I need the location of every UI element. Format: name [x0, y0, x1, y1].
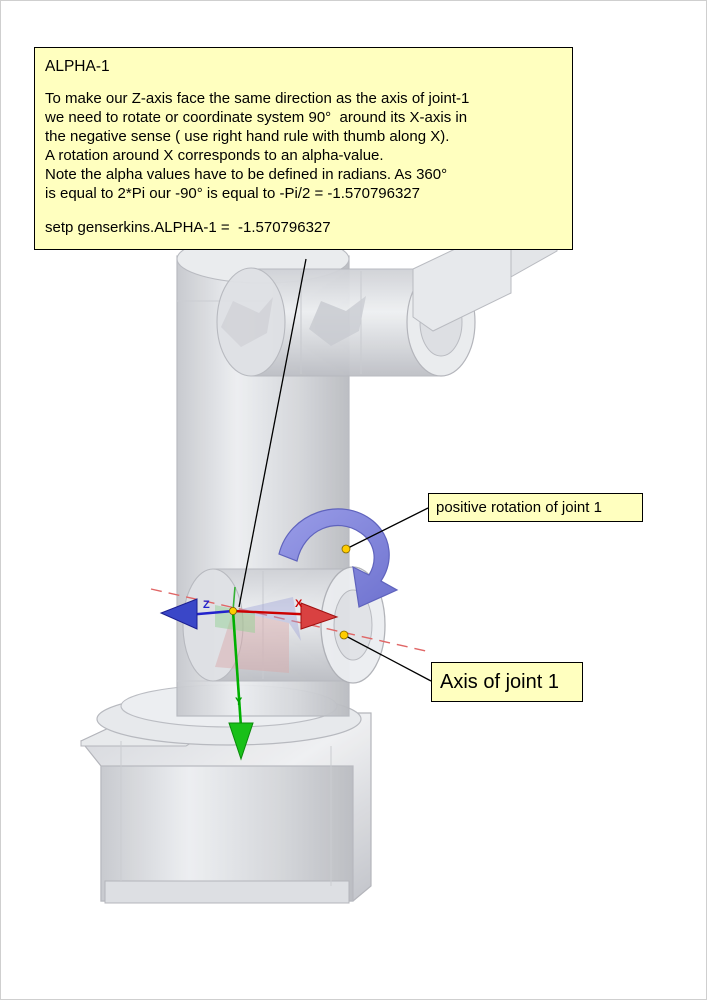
label-positive-rotation — [428, 493, 643, 522]
note-setp-command: setp genserkins.ALPHA-1 = -1.570796327 — [45, 219, 331, 236]
note-spacer — [45, 203, 562, 218]
note-line-2: we need to rotate or coordinate system 90° around its X-axis in — [45, 109, 468, 126]
note-line-5: Note the alpha values have to be defined in radians. As 360° — [45, 166, 448, 183]
z-axis-letter: Z — [203, 599, 210, 611]
note-line-6: is equal to 2*Pi our -90° is equal to -Pi/2 = -1.570796327 — [45, 185, 420, 202]
label-positive-rotation-text: positive rotation of joint 1 — [436, 499, 602, 516]
note-line-3: the negative sense ( use right hand rule with thumb along X). — [45, 128, 450, 145]
y-axis-letter: Y — [235, 696, 243, 708]
label-axis-of-joint-1 — [431, 662, 583, 702]
x-axis-letter: X — [295, 598, 303, 610]
label-axis-of-joint-1-text: Axis of joint 1 — [440, 670, 559, 693]
note-line-1: To make our Z-axis face the same direction as the axis of joint-1 — [45, 90, 470, 107]
robot-base — [81, 685, 371, 903]
note-line-4: A rotation around X corresponds to an alpha-value. — [45, 147, 384, 164]
note-title: ALPHA-1 — [45, 58, 110, 75]
alpha-1-note — [34, 47, 573, 250]
